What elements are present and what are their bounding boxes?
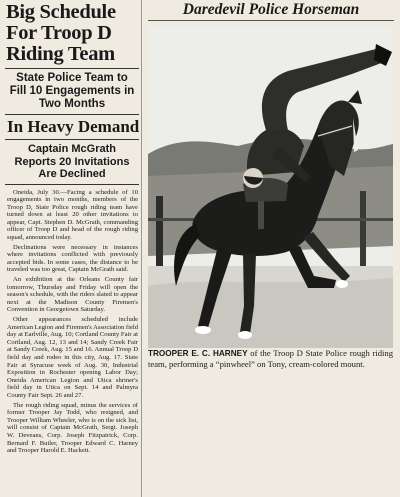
caption-name: TROOPER E. C. HARNEY [148, 349, 248, 358]
article-paragraph: Oneida, July 30.—Facing a schedule of 10 engagements in two months, members of the Troop D, State Police rough riding team have turned down at least 20 other invitations to appear, Capt. Stephen D. McGrath, commanding officer of Troop D and head of the rough riding squad, announced today. [7, 188, 138, 242]
photo-column [144, 0, 398, 497]
horseman-illustration [148, 26, 393, 348]
column-divider [141, 0, 142, 497]
article-subhead: In Heavy Demand [7, 117, 140, 136]
divider [5, 68, 139, 69]
horseman-photo [148, 26, 393, 348]
article-paragraph: An exhibition at the Orleans County fair tomorrow, Thursday and Friday will open the season's schedule, with the riders slated to appear next at the Madison County Firemen's Convention in Georgetown Saturday. [7, 276, 138, 314]
photo-title: Daredevil Police Horseman [148, 0, 394, 21]
photo-caption [148, 348, 393, 369]
article-paragraph: Other appearances scheduled include American Legion and Firemen's Association field day at Earlville, Aug. 10; Cortland County Fair at Cortland, Aug. 12, 13 and 14; Sandy Creek Fair at Sandy Creek, Aug. 15 and 16. Annual Troop D field day and rodeo in this city, Aug. 17. State Fair at Syracuse week of Aug. 30, Industrial Exposition in Rochester opening Labor Day; Oneida American Legion and Utica shriner's field day in Utica on Sept. 14 and Palmyra County Fair Sept. 26 and 27. [7, 316, 139, 399]
caption-text: of the Troop D State Police rough riding team, performing a “pinwheel” on Tony, cream-colored mount. [148, 348, 393, 369]
article-deck: State Police Team to Fill 10 Engagements in Two Months [9, 72, 135, 110]
article-deck-secondary: Captain McGrath Reports 20 Invitations Are Declined [14, 143, 130, 180]
divider [5, 184, 139, 185]
divider [5, 139, 139, 140]
article-paragraph: Declinations were necessary in instances where invitations conflicted with previously accepted bids. In some cases, the distance to be traveled was too great, Captain McGrath said. [7, 243, 138, 274]
article-paragraph: The rough riding squad, minus the services of former Trooper Jay Todd, who resigned, and Trooper William Wheeler, who is on the sick list, will consist of Captain McGrath, Sergt. Joseph W. Deveans, Corp. Joseph Fitzpatrick, Corp. Bernard F. Butler, Trooper Edward C. Harney and Trooper Harold E. Hackett. [7, 401, 138, 455]
divider [5, 114, 139, 115]
article-headline: Big Schedule For Troop D Riding Team [6, 1, 116, 65]
article-column [3, 0, 141, 497]
article-body [7, 189, 138, 455]
